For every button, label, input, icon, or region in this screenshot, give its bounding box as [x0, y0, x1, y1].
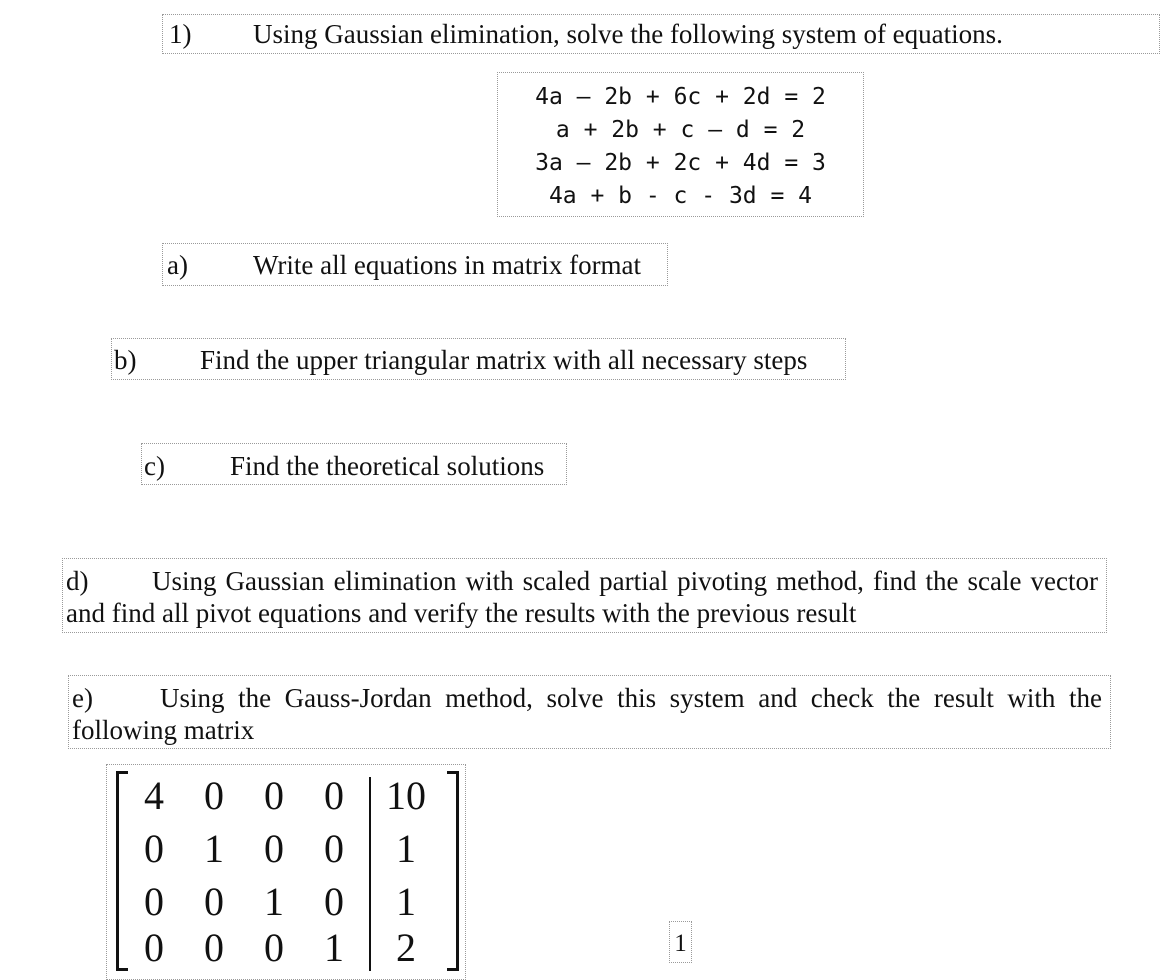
part-b-label: b) — [114, 345, 137, 375]
part-e-label: e) — [72, 683, 93, 713]
question-header — [162, 14, 1160, 54]
matrix-cell: 0 — [204, 773, 224, 818]
part-e-text: Using the Gauss-Jordan method, solve this system and check the result with the following matrix — [72, 683, 1102, 745]
part-a-text: Write all equations in matrix format — [253, 250, 642, 280]
matrix-cell: 1 — [396, 879, 416, 924]
part-e-paragraph — [72, 682, 1102, 746]
augmented-matrix — [106, 764, 466, 980]
part-d-label: d) — [66, 566, 89, 596]
matrix-cell: 2 — [396, 925, 416, 970]
part-b — [111, 338, 846, 380]
equation-system — [497, 72, 864, 217]
matrix-cell: 1 — [264, 879, 284, 924]
part-e — [68, 675, 1111, 749]
page-number — [669, 921, 692, 963]
matrix-cell: 0 — [204, 879, 224, 924]
part-a-label: a) — [167, 250, 188, 280]
page-number-text: 1 — [674, 930, 687, 957]
equation-row: 4a + b - c - 3d = 4 — [548, 183, 813, 209]
equation-row: a + 2b + c — d = 2 — [555, 117, 806, 143]
matrix-cell: 1 — [324, 925, 344, 970]
matrix-cell: 0 — [324, 879, 344, 924]
matrix-cell: 0 — [144, 925, 164, 970]
matrix-cell: 0 — [324, 773, 344, 818]
matrix-cell: 1 — [396, 826, 416, 871]
matrix-cell: 0 — [264, 826, 284, 871]
equation-row: 3a — 2b + 2c + 4d = 3 — [535, 150, 826, 176]
part-b-text: Find the upper triangular matrix with all necessary steps — [200, 345, 808, 375]
matrix-cell: 0 — [264, 925, 284, 970]
equation-row: 4a — 2b + 6c + 2d = 2 — [535, 84, 826, 110]
part-c-text: Find the theoretical solutions — [230, 451, 545, 481]
part-d-text: Using Gaussian elimination with scaled partial pivoting method, find the scale vector and find all pivot equations and verify the results with the previous result — [66, 566, 1098, 628]
matrix-cell: 4 — [144, 773, 164, 818]
part-c-label: c) — [144, 451, 165, 481]
matrix-cell: 0 — [144, 879, 164, 924]
part-d-paragraph — [66, 565, 1098, 629]
matrix-cell: 0 — [264, 773, 284, 818]
matrix-cell: 10 — [386, 773, 426, 818]
left-bracket — [116, 771, 128, 971]
question-number: 1) — [169, 19, 192, 49]
right-bracket — [447, 771, 459, 971]
matrix-cell: 1 — [204, 826, 224, 871]
matrix-cell: 0 — [324, 826, 344, 871]
matrix-cell: 0 — [204, 925, 224, 970]
part-a — [162, 243, 668, 286]
part-c — [141, 443, 567, 485]
question-prompt: Using Gaussian elimination, solve the following system of equations. — [253, 19, 1003, 49]
augment-separator — [369, 777, 371, 971]
matrix-cell: 0 — [144, 826, 164, 871]
part-d — [62, 558, 1107, 633]
